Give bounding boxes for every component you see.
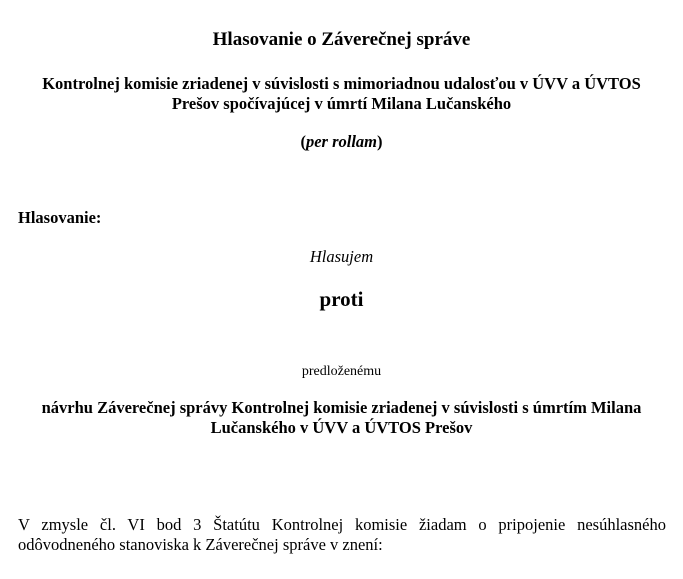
hlasujem-text: Hlasujem [309,247,374,266]
document-title: Hlasovanie o Záverečnej správe [212,29,471,50]
document-subtitle-line-2: Prešov spočívajúcej v úmrtí Milana Lučanského [171,94,512,113]
proposal-line-2: Lučanského v ÚVV a ÚVTOS Prešov [210,418,473,437]
voting-label: Hlasovanie: [18,208,102,227]
per-rollam-note [0,132,683,152]
document-subtitle-line-1: Kontrolnej komisie zriadenej v súvislosti s mimoriadnou udalosťou v ÚVV a ÚVTOS [42,74,641,93]
vote-value: proti [319,287,364,311]
proposal-line-1: návrhu Záverečnej správy Kontrolnej komisie zriadenej v súvislosti s úmrtím Milana [41,398,642,417]
predlozenemu-text: predloženému [301,364,382,379]
per-rollam-text: per rollam [305,132,378,151]
paren-open: ( [300,132,306,151]
paren-close: ) [377,132,383,151]
statement-paragraph-line-2: odôvodneného stanoviska k Záverečnej správe v znení: [18,535,383,554]
statement-paragraph-line-1: V zmysle čl. VI bod 3 Štatútu Kontrolnej komisie žiadam o pripojenie nesúhlasného [18,515,666,534]
